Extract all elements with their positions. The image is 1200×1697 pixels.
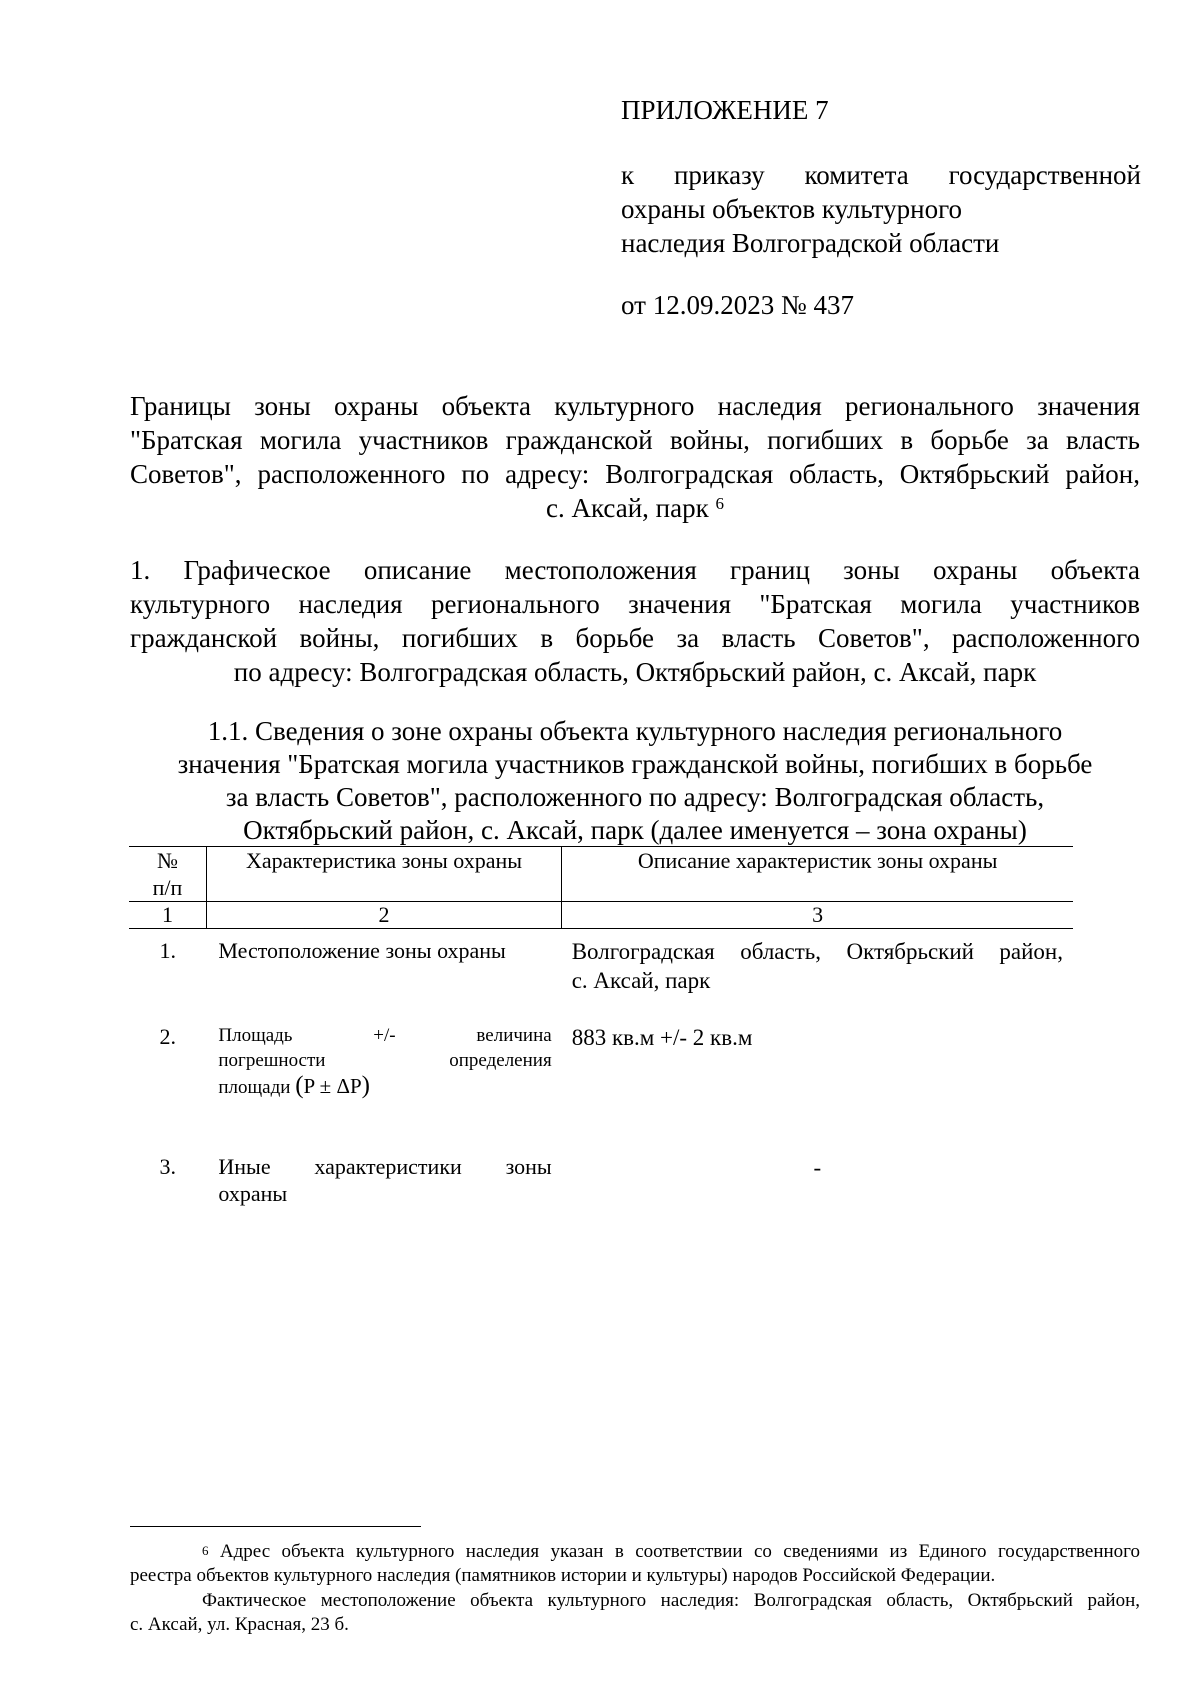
characteristic-line: Площадь +/- величина: [218, 1025, 552, 1046]
section-1-1-line: за власть Советов", расположенного по адресу: Волгоградская область,: [225, 782, 1045, 812]
footnote-line: [130, 1540, 1140, 1564]
document-title: [130, 389, 1140, 525]
footnote-line: Фактическое местоположение объекта культурного наследия: Волгоградская область, Октябрьский район,: [202, 1590, 1140, 1611]
footnote-line: с. Аксай, ул. Красная, 23 б.: [130, 1614, 349, 1635]
footnote-paragraph-2: [130, 1589, 1140, 1637]
description-line: с. Аксай, парк: [571, 968, 711, 993]
row-number: 2.: [159, 1024, 176, 1049]
header-characteristic: Характеристика зоны охраны: [206, 847, 561, 902]
row-characteristic: [206, 1145, 561, 1233]
section-1-heading: [130, 553, 1140, 689]
row-description: [562, 1145, 1073, 1233]
section-1-line: культурного наследия регионального значения "Братская могила участников: [130, 589, 1140, 619]
section-1-1-line: Октябрьский район, с. Аксай, парк (далее именуется – зона охраны): [243, 815, 1027, 845]
index-cell: 2: [206, 902, 561, 929]
index-cell: 1: [129, 902, 206, 929]
title-line: [130, 491, 1140, 525]
table-row: [129, 1145, 1073, 1233]
title-line: Границы зоны охраны объекта культурного наследия регионального значения: [130, 391, 1140, 421]
description-dash: -: [813, 1155, 822, 1180]
row-characteristic: Местоположение зоны охраны: [218, 938, 506, 963]
title-line: Советов", расположенного по адресу: Волгоградская область, Октябрьский район,: [130, 459, 1140, 489]
characteristic-text: [218, 1023, 551, 1100]
appendix-reference: [621, 158, 1141, 260]
index-cell: 3: [562, 902, 1073, 929]
title-line: "Братская могила участников гражданской войны, погибших в борьбе за власть: [130, 425, 1140, 455]
appendix-ref-line: охраны объектов культурного: [621, 194, 962, 224]
characteristic-line: Иные характеристики зоны: [218, 1154, 552, 1179]
table-index-row: [129, 902, 1073, 929]
title-line-text: с. Аксай, парк: [546, 493, 709, 523]
section-1-1-heading: [130, 715, 1140, 847]
section-1-line: 1. Графическое описание местоположения границ зоны охраны объекта: [130, 555, 1140, 585]
appendix-title: ПРИЛОЖЕНИЕ 7: [621, 95, 829, 125]
section-1-line: по адресу: Волгоградская область, Октябрьский район, с. Аксай, парк: [233, 657, 1037, 687]
footnote-line-text: Адрес объекта культурного наследия указан в соответствии со сведениями из Единого государственного: [219, 1541, 1141, 1562]
section-1-1-line: значения "Братская могила участников гражданской войны, погибших в борьбе: [177, 749, 1093, 779]
appendix-ref-line: наследия Волгоградской области: [621, 228, 1000, 258]
row-number: 1.: [159, 938, 176, 963]
characteristic-text: [218, 1153, 551, 1206]
order-date-number: от 12.09.2023 № 437: [621, 290, 854, 320]
footnote-separator: [130, 1526, 421, 1527]
section-1-line: гражданской войны, погибших в борьбе за власть Советов", расположенного: [130, 623, 1140, 653]
header-number-line: №: [156, 848, 178, 873]
characteristic-line: площади (P ± ΔP): [218, 1072, 370, 1099]
zone-info-table: [129, 846, 1073, 1233]
characteristic-line: погрешности определения: [218, 1050, 552, 1071]
header-number: [129, 847, 206, 902]
footnote-mark: 6: [202, 1543, 209, 1558]
row-description: 883 кв.м +/- 2 кв.м: [571, 1025, 753, 1050]
characteristic-line: охраны: [218, 1181, 288, 1206]
table-row: [129, 1015, 1073, 1145]
row-number: 3.: [159, 1154, 176, 1179]
header-number-line: п/п: [152, 875, 183, 900]
footnote-paragraph-1: [130, 1540, 1140, 1588]
description-line: Волгоградская область, Октябрьский район,: [571, 939, 1063, 964]
table-header-row: [129, 847, 1073, 902]
header-description: Описание характеристик зоны охраны: [562, 847, 1073, 902]
area-formula: P ± ΔP: [303, 1074, 362, 1098]
row-characteristic: [206, 1015, 561, 1145]
characteristic-line-text: площади: [218, 1077, 291, 1098]
footnote-line: реестра объектов культурного наследия (памятников истории и культуры) народов Российской Федерации.: [130, 1565, 996, 1586]
table-row: [129, 929, 1073, 1016]
row-description: [562, 929, 1073, 1016]
footnote-reference: 6: [715, 494, 724, 513]
section-1-1-line: 1.1. Сведения о зоне охраны объекта культурного наследия регионального: [207, 716, 1063, 746]
appendix-ref-line: к приказу комитета государственной: [621, 160, 1141, 190]
